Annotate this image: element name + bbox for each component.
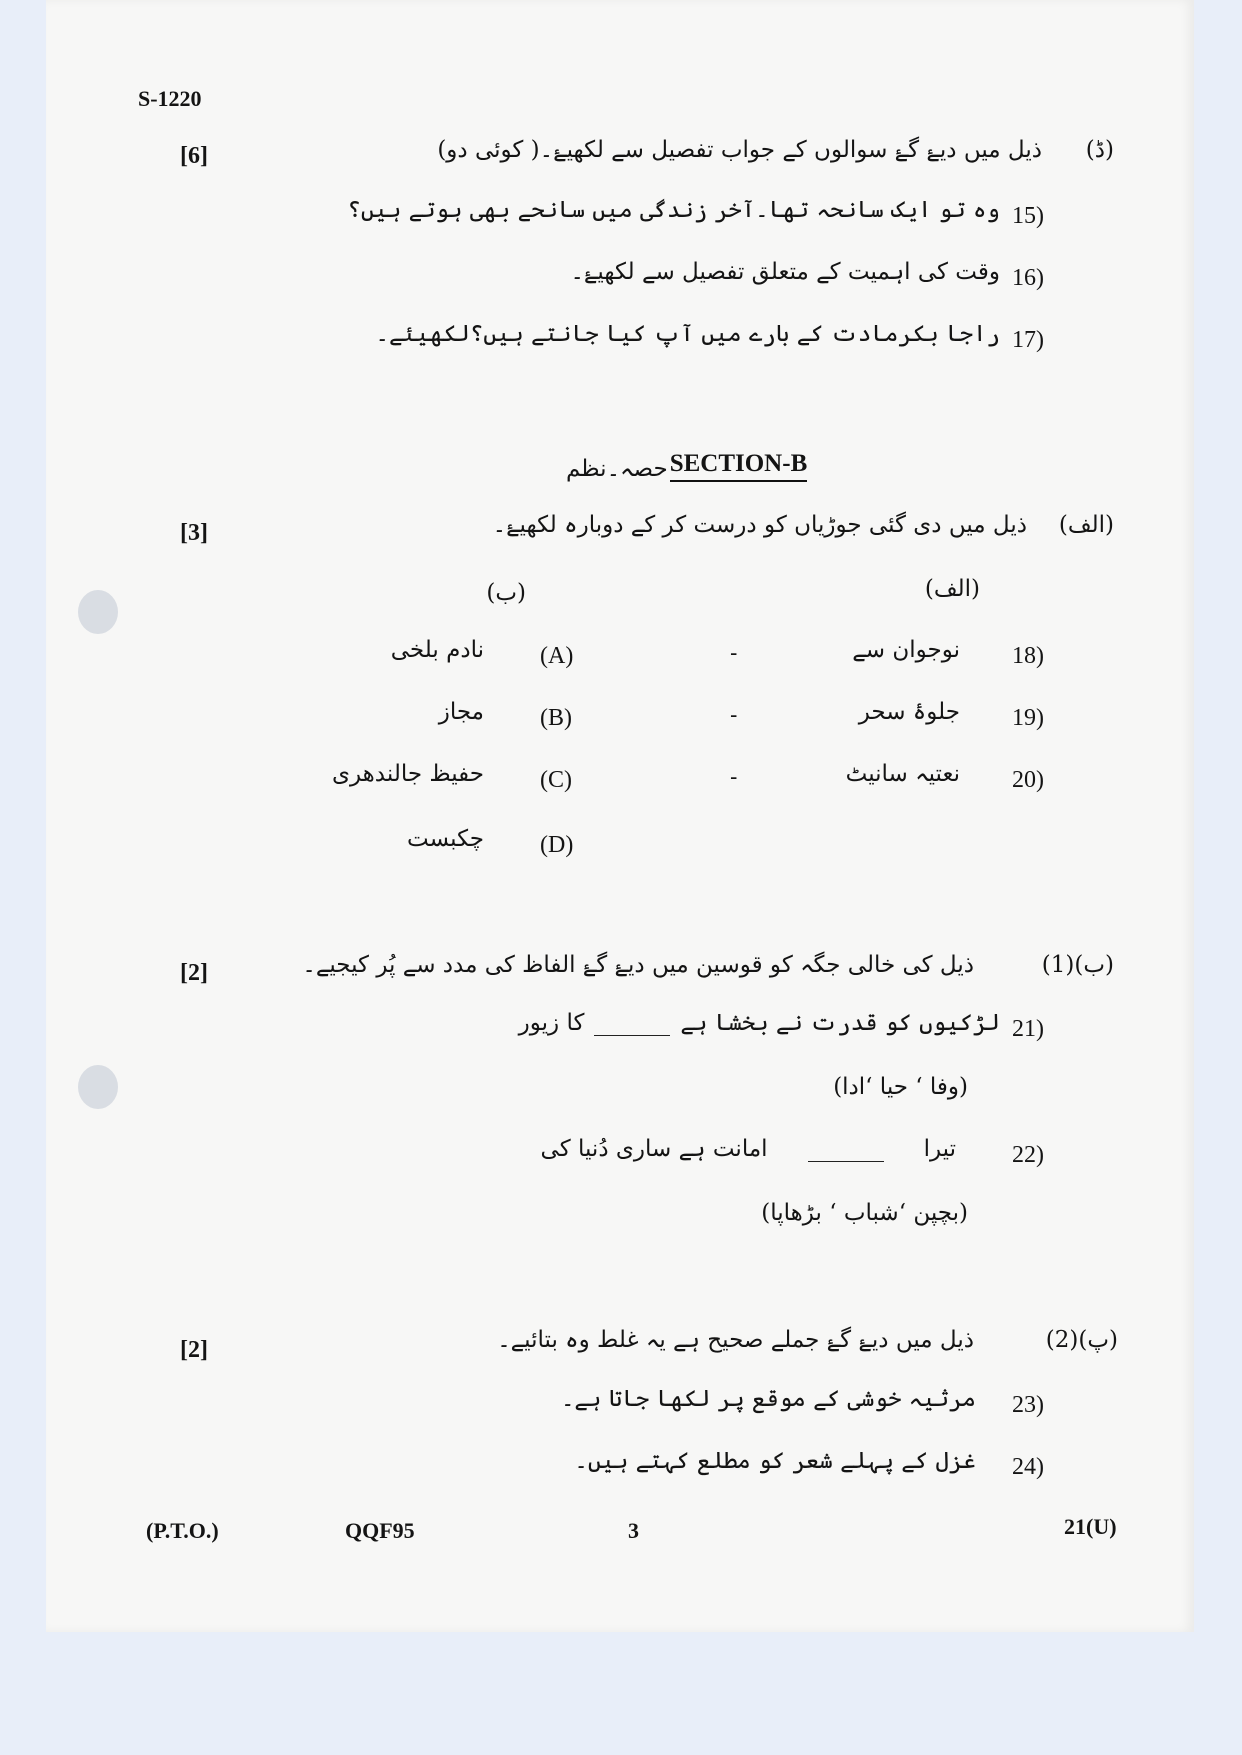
part-alif-instruction: ذیل میں دی گئی جوڑیاں کو درست کر کے دوبارہ لکھیۓ۔ [492,512,1027,538]
match-dash: - [730,641,738,666]
option-text: حفیظ جالندھری [331,761,484,787]
match-row-text: جلوۂ سحر [858,699,960,725]
question-number: 23) [1012,1392,1044,1418]
match-row-number: 20) [1012,767,1044,793]
match-row-number: 19) [1012,705,1044,731]
fill-blank-21 [519,1010,1000,1036]
part-p2-instruction: ذیل میں دیۓ گۓ جملے صحیح ہے یہ غلط وہ بتائیے۔ [497,1327,974,1353]
page-number: 3 [628,1518,639,1543]
option-text: مجاز [438,699,484,725]
question-number: 17) [1012,327,1044,353]
blank-line [808,1161,884,1162]
option-text: نادم بلخی [390,637,484,663]
part-b1-instruction: ذیل کی خالی جگہ کو قوسین میں دیۓ گۓ الفاظ کی مدد سے پُر کیجیے۔ [302,952,974,978]
question-text: وہ تو ایک سانحہ تھا۔آخر زندگی میں سانحے بھی ہوتے ہیں؟ [347,197,1000,223]
pto-label: (P.T.O.) [146,1518,219,1543]
match-row-text: نعتیہ سانیٹ [845,761,960,787]
fill-blank-before: لڑکیوں کو قدرت نے بخشا ہے [680,1010,1000,1036]
column-a-header: (الف) [924,576,980,602]
option-letter: (D) [540,832,574,858]
part-b1-marker: (ب)(1) [1041,952,1114,978]
paper-code-footer: 21(U) [1064,1514,1117,1539]
question-text: غزل کے پہلے شعر کو مطلع کہتے ہیں۔ [574,1448,976,1474]
punch-hole [78,1065,118,1109]
paper-code-header: S-1220 [138,86,202,111]
question-number: 16) [1012,265,1044,291]
part-d-marker: (ڈ) [1085,137,1114,163]
section-b-title-urdu: حصہ۔نظم [566,456,668,482]
part-p2-marks: [2] [180,1337,208,1363]
question-number: 24) [1012,1454,1044,1480]
match-row-text: نوجوان سے [852,637,960,663]
question-number: 15) [1012,203,1044,229]
footer-code: QQF95 [345,1518,415,1543]
fill-blank-before: تیرا [923,1136,956,1162]
match-dash: - [730,765,738,790]
fill-blank-options: (وفا ‘ حیا ‘ادا) [833,1074,968,1100]
section-b-title-english: SECTION-B [670,450,808,482]
part-b1-marks: [2] [180,960,208,986]
match-row-number: 18) [1012,643,1044,669]
option-text: چکبست [407,826,484,852]
match-dash: - [730,703,738,728]
blank-line [594,1035,670,1036]
fill-blank-after: امانت ہے ساری دُنیا کی [540,1136,768,1162]
part-alif-marks: [3] [180,520,208,546]
question-number: 21) [1012,1016,1044,1042]
part-p2-marker: (پ)(2) [1045,1327,1118,1353]
column-b-header: (ب) [486,580,526,606]
section-b-title [566,450,807,482]
fill-blank-22 [541,1136,956,1162]
question-text: وقت کی اہمیت کے متعلق تفصیل سے لکھیۓ۔ [570,259,1000,285]
part-alif-marker: (الف) [1058,512,1114,538]
fill-blank-options: (بچپن ‘شباب ‘ بڑھاپا) [761,1200,968,1226]
option-letter: (B) [540,705,572,731]
question-number: 22) [1012,1142,1044,1168]
part-d-marks: [6] [180,143,208,169]
option-letter: (C) [540,767,572,793]
question-text: مرثیہ خوشی کے موقع پر لکھا جاتا ہے۔ [560,1386,976,1412]
fill-blank-after: کا زیور [518,1010,585,1036]
option-letter: (A) [540,643,574,669]
question-text: راجا بکرمادت کے بارے میں آپ کیا جانتے ہیں؟لکھیئے۔ [375,321,1000,347]
punch-hole [78,590,118,634]
part-d-instruction: ذیل میں دیۓ گۓ سوالوں کے جواب تفصیل سے لکھیۓ۔( کوئی دو) [437,137,1042,163]
